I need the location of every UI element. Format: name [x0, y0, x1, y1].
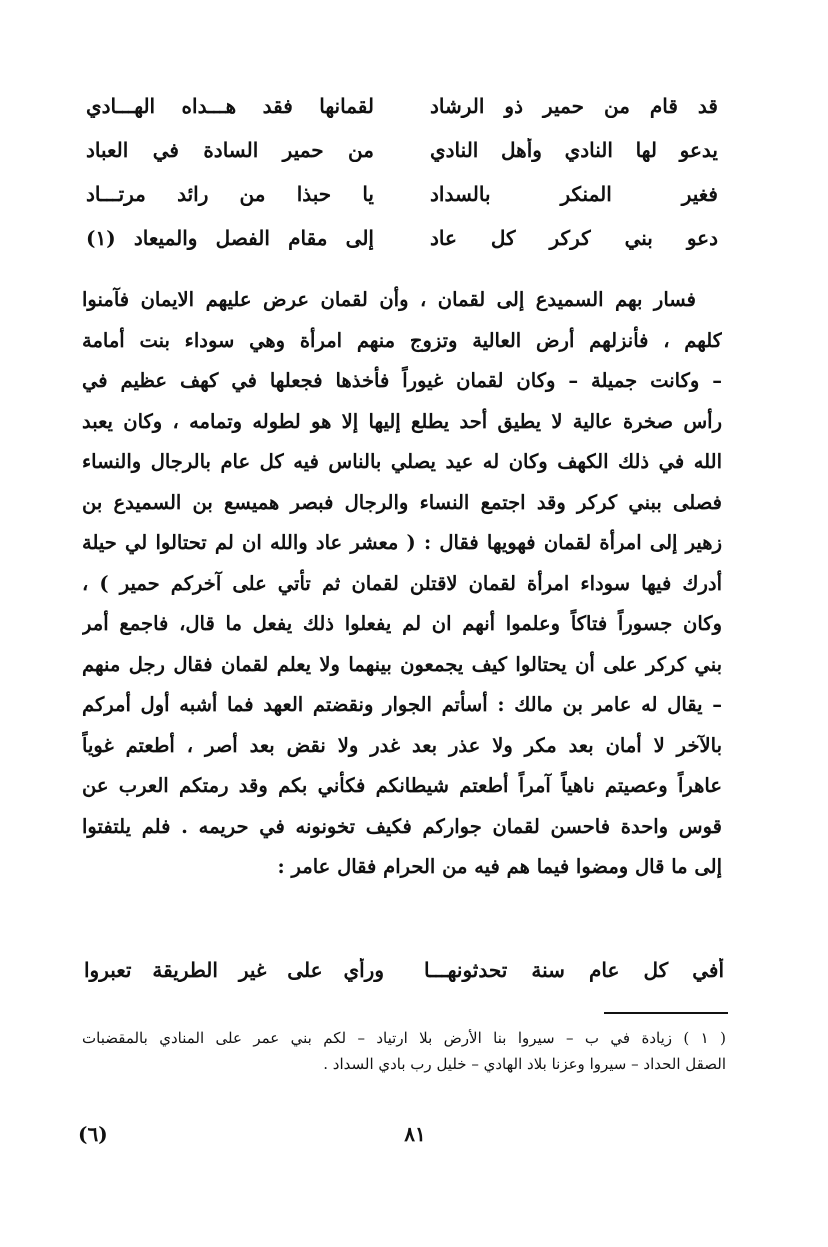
prose-line: – وكانت جميلة – وكان لقمان غيوراً فأخذها فجعلها في كهف عظيم في	[82, 369, 722, 392]
signature-mark: (٦)	[78, 1122, 108, 1146]
page-number: ٨١	[404, 1122, 426, 1146]
prose-line: بالآخر لا أمان بعد مكر ولا عذر بعد غدر ولا نقض بعد أصر ، أطعتم غوياً	[82, 733, 722, 757]
verse-line	[86, 128, 718, 172]
verse-first-hemistich: قد قام من حمير ذو الرشاد	[430, 94, 718, 118]
prose-line: زهير إلى امرأة لقمان فهويها فقال : ( معشر عاد والله ان لم تحتالوا لي حيلة	[82, 531, 722, 554]
verse-first-hemistich: يدعو لها النادي وأهل النادي	[430, 138, 718, 162]
prose-line: أدرك فيها سوداء امرأة لقمان لاقتلن لقمان ثم تأتي على آخركم حمير ) ،	[82, 571, 722, 595]
closing-verse-line	[84, 948, 724, 992]
prose-paragraph	[82, 280, 722, 888]
verse-second-hemistich: لقمانها فقد هـــداه الهـــادي	[86, 94, 374, 118]
footnote-line: الصقل الحداد – سيروا وعزنا بلاد الهادي – خليل رب بادي السداد .	[323, 1055, 726, 1073]
verse-second-hemistich: ورأي على غير الطريقة تعبروا	[84, 958, 384, 982]
verse-line	[86, 216, 718, 260]
verse-line	[86, 172, 718, 216]
prose-line: إلى ما قال ومضوا فيما هم فيه من الحرام فقال عامر :	[277, 855, 722, 878]
prose-line: وكان جسوراً فتاكاً وعلموا أنهم ان لم يفعلوا ذلك يفعل ما قال، فاجمع أمر	[82, 612, 722, 635]
verse-line	[86, 84, 718, 128]
prose-line: فسار بهم السميدع إلى لقمان ، وأن لقمان عرض عليهم الايمان فآمنوا	[82, 288, 696, 311]
prose-line: رأس صخرة عالية لا يطيق أحد يطلع إليها إلا هو لطوله وتمامه ، وكان يعبد	[82, 409, 722, 433]
verse-block	[86, 84, 718, 260]
footnote-line: ( ١ ) زيادة في ب – سيروا بنا الأرض بلا ارتياد – لكم بني عمر على المنادي بالمقضبات	[82, 1029, 726, 1047]
verse-second-hemistich: إلى مقام الفصل والميعاد (١)	[86, 226, 374, 250]
prose-line: قوس واحدة فاحسن لقمان جواركم فكيف تخونونه في حريمه . فلم يلتفتوا	[82, 814, 722, 838]
prose-line: بني كركر على أن يحتالوا كيف يجمعون بينهما ولا يعلم لقمان فقال رجل منهم	[82, 652, 722, 676]
verse-first-hemistich: فغير المنكر بالسداد	[430, 182, 718, 206]
footnote-separator	[604, 1012, 728, 1014]
footnote	[82, 1025, 726, 1077]
prose-line: كلهم ، فأنزلهم أرض العالية وتزوج منهم امرأة وهي سوداء بنت أمامة	[82, 328, 722, 352]
prose-line: عاهراً وعصيتم ناهياً آمراً أطعتم شيطانكم فكأني بكم وقد رمتكم العرب عن	[82, 774, 722, 797]
verse-first-hemistich: دعو بني كركر كل عاد	[430, 226, 718, 250]
verse-second-hemistich: يا حبذا من رائد مرتـــاد	[86, 182, 374, 206]
prose-line: فصلى ببني كركر وقد اجتمع النساء والرجال فبصر هميسع بن السميدع بن	[82, 490, 722, 514]
prose-line: – يقال له عامر بن مالك : أسأتم الجوار ونقضتم العهد فما أشبه أول أمركم	[82, 693, 722, 716]
verse-second-hemistich: من حمير السادة في العباد	[86, 138, 374, 162]
prose-line: الله في ذلك الكهف وكان له عيد يصلي بالناس فيه كل عام بالرجال والنساء	[82, 450, 722, 473]
verse-first-hemistich: أفي كل عام سنة تحدثونهـــا	[424, 958, 724, 982]
